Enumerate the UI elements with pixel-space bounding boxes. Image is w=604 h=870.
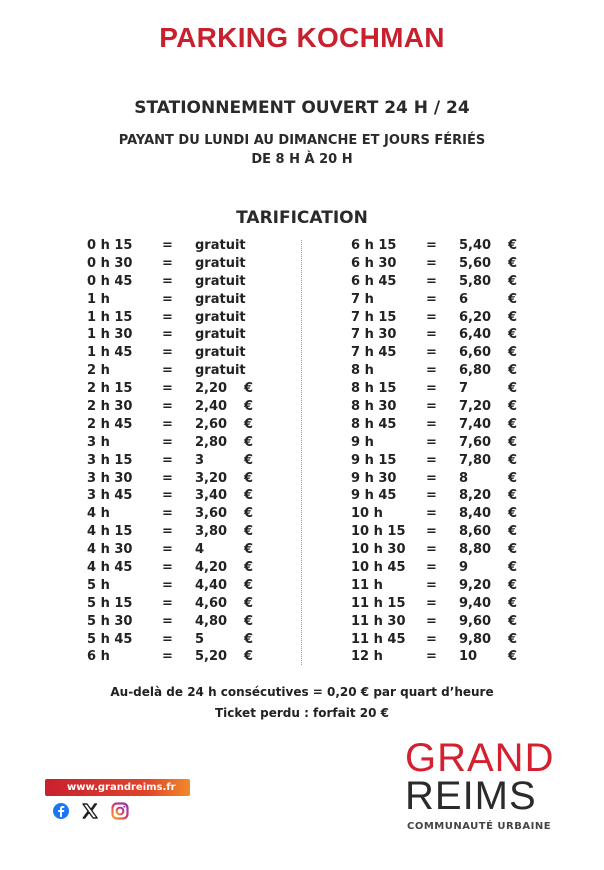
tariff-currency: € [508, 273, 518, 289]
tariff-duration: 6 h 30 [351, 255, 397, 271]
tariff-duration: 9 h 15 [351, 452, 397, 468]
tariff-duration: 12 h [351, 649, 383, 665]
tariff-equals: = [426, 631, 437, 647]
tariff-duration: 7 h [351, 291, 374, 307]
tarification-heading: TARIFICATION [236, 208, 368, 228]
tariff-equals: = [426, 613, 437, 629]
tariff-equals: = [162, 470, 173, 486]
tariff-price: 9,20 [459, 577, 492, 593]
tariff-equals: = [162, 291, 173, 307]
tariff-currency: € [244, 381, 254, 397]
tariff-equals: = [162, 613, 173, 629]
tariff-price: 8,40 [459, 506, 492, 522]
tariff-equals: = [162, 273, 173, 289]
tariff-currency: € [244, 613, 254, 629]
tariff-equals: = [426, 345, 437, 361]
tariff-equals: = [426, 595, 437, 611]
grand-reims-logo-bottom: REIMS [405, 774, 537, 818]
tariff-price: gratuit [195, 291, 246, 307]
tariff-row [351, 613, 591, 631]
tariff-row [351, 255, 591, 273]
tariff-equals: = [426, 309, 437, 325]
tariff-equals: = [162, 399, 173, 415]
tariff-equals: = [426, 291, 437, 307]
tariff-currency: € [244, 577, 254, 593]
tariff-price: 6,20 [459, 309, 492, 325]
tariff-currency: € [244, 506, 254, 522]
tariff-row [87, 559, 327, 577]
tariff-equals: = [426, 238, 437, 253]
facebook-icon[interactable] [51, 801, 71, 821]
tariff-duration: 8 h 15 [351, 381, 397, 397]
tariff-row [87, 613, 327, 631]
tariff-equals: = [426, 524, 437, 540]
tariff-duration: 8 h [351, 363, 374, 379]
tariff-price: 3,80 [195, 524, 228, 540]
tariff-currency: € [244, 488, 254, 504]
tariff-row [87, 541, 327, 559]
tariff-row [351, 523, 591, 541]
x-icon[interactable] [80, 801, 100, 821]
tariff-currency: € [244, 631, 254, 647]
tariff-currency: € [244, 542, 254, 558]
tariff-price: 7,60 [459, 434, 492, 450]
tariff-row [87, 631, 327, 649]
tariff-currency: € [508, 309, 518, 325]
tariff-duration: 5 h [87, 577, 110, 593]
tariff-equals: = [162, 595, 173, 611]
tariff-row [351, 470, 591, 488]
tariff-currency: € [244, 416, 254, 432]
tariff-price: 10 [459, 649, 478, 665]
tariff-row [87, 595, 327, 613]
tariff-duration: 6 h 15 [351, 238, 397, 253]
tariff-duration: 0 h 30 [87, 255, 133, 271]
tariff-currency: € [244, 452, 254, 468]
tariff-duration: 6 h 45 [351, 273, 397, 289]
tariff-duration: 8 h 30 [351, 399, 397, 415]
tariff-price: 2,60 [195, 416, 228, 432]
tariff-price: 7,40 [459, 416, 492, 432]
tariff-duration: 2 h 30 [87, 399, 133, 415]
tariff-duration: 11 h 30 [351, 613, 406, 629]
tariff-duration: 10 h [351, 506, 383, 522]
tariff-equals: = [426, 363, 437, 379]
tariff-duration: 9 h [351, 434, 374, 450]
tariff-price: 3,60 [195, 506, 228, 522]
tariff-duration: 9 h 45 [351, 488, 397, 504]
tariff-equals: = [162, 327, 173, 343]
tariff-price: 8,20 [459, 488, 492, 504]
tariff-price: gratuit [195, 363, 246, 379]
tariff-duration: 10 h 30 [351, 542, 406, 558]
tariff-currency: € [508, 631, 518, 647]
tariff-price: 4 [195, 542, 205, 558]
tariff-equals: = [162, 309, 173, 325]
tariff-currency: € [508, 488, 518, 504]
tariff-equals: = [162, 255, 173, 271]
tariff-row [351, 291, 591, 309]
tariff-currency: € [508, 542, 518, 558]
tariff-equals: = [162, 238, 173, 253]
tariff-row [351, 362, 591, 380]
tariff-row [87, 452, 327, 470]
tariff-row [87, 309, 327, 327]
tariff-currency: € [508, 452, 518, 468]
tariff-currency: € [508, 560, 518, 576]
tariff-price: 8 [459, 470, 469, 486]
paid-days-line: PAYANT DU LUNDI AU DIMANCHE ET JOURS FÉRIÉS [118, 133, 486, 148]
tariff-currency: € [508, 649, 518, 665]
tariff-equals: = [426, 577, 437, 593]
tariff-price: gratuit [195, 273, 246, 289]
tariff-currency: € [508, 577, 518, 593]
tariff-currency: € [244, 649, 254, 665]
tariff-equals: = [162, 381, 173, 397]
tariff-equals: = [162, 649, 173, 665]
opening-hours-heading: STATIONNEMENT OUVERT 24 H / 24 [134, 98, 470, 118]
tariff-equals: = [426, 327, 437, 343]
tariff-currency: € [244, 595, 254, 611]
tariff-duration: 1 h 15 [87, 309, 133, 325]
tariff-price: 4,60 [195, 595, 228, 611]
tariff-equals: = [426, 649, 437, 665]
lost-ticket-note: Ticket perdu : forfait 20 € [214, 706, 389, 720]
tariff-price: 5,80 [459, 273, 492, 289]
tariff-row [87, 326, 327, 344]
page-title: PARKING KOCHMAN [159, 22, 445, 53]
tariff-price: 6,60 [459, 345, 492, 361]
tariff-row [351, 344, 591, 362]
tariff-price: 5,20 [195, 649, 228, 665]
tariff-currency: € [244, 470, 254, 486]
tariff-equals: = [162, 363, 173, 379]
tariff-duration: 1 h [87, 291, 110, 307]
tariff-equals: = [162, 542, 173, 558]
tariff-currency: € [508, 291, 518, 307]
tariff-price: 9,60 [459, 613, 492, 629]
tariff-currency: € [508, 399, 518, 415]
tariff-price: 4,20 [195, 560, 228, 576]
tariff-currency: € [244, 524, 254, 540]
tariff-price: 8,60 [459, 524, 492, 540]
tariff-row [351, 541, 591, 559]
tariff-equals: = [426, 452, 437, 468]
tariff-currency: € [508, 363, 518, 379]
tariff-duration: 11 h 45 [351, 631, 406, 647]
overflow-rate-note: Au-delà de 24 h consécutives = 0,20 € par quart d’heure [110, 685, 494, 699]
tariff-duration: 11 h [351, 577, 383, 593]
tariff-row [351, 237, 591, 255]
tariff-currency: € [508, 381, 518, 397]
tariff-equals: = [162, 434, 173, 450]
tariff-duration: 8 h 45 [351, 416, 397, 432]
tariff-price: 3 [195, 452, 205, 468]
tariff-equals: = [426, 560, 437, 576]
tariff-currency: € [508, 613, 518, 629]
tariff-equals: = [426, 416, 437, 432]
tariff-column-right [351, 237, 591, 666]
tariff-duration: 5 h 45 [87, 631, 133, 647]
tariff-currency: € [508, 416, 518, 432]
tariff-row [87, 434, 327, 452]
tariff-equals: = [426, 273, 437, 289]
tariff-row [351, 577, 591, 595]
tariff-duration: 4 h 30 [87, 542, 133, 558]
tariff-row [87, 505, 327, 523]
tariff-equals: = [426, 506, 437, 522]
tariff-duration: 3 h 45 [87, 488, 133, 504]
tariff-equals: = [162, 560, 173, 576]
tariff-equals: = [426, 542, 437, 558]
tariff-duration: 4 h [87, 506, 110, 522]
tariff-price: 7 [459, 381, 469, 397]
tariff-row [351, 416, 591, 434]
tariff-duration: 10 h 15 [351, 524, 406, 540]
tariff-currency: € [508, 470, 518, 486]
tariff-duration: 7 h 15 [351, 309, 397, 325]
tariff-currency: € [508, 595, 518, 611]
tariff-currency: € [508, 238, 518, 253]
tariff-row [87, 648, 327, 666]
tariff-row [87, 362, 327, 380]
tariff-row [351, 434, 591, 452]
tariff-currency: € [508, 434, 518, 450]
tariff-duration: 2 h 45 [87, 416, 133, 432]
tariff-price: 5,40 [459, 238, 492, 253]
tariff-row [87, 255, 327, 273]
tariff-row [351, 505, 591, 523]
tariff-duration: 5 h 30 [87, 613, 133, 629]
tariff-currency: € [508, 255, 518, 271]
tariff-row [87, 416, 327, 434]
tariff-duration: 10 h 45 [351, 560, 406, 576]
tariff-duration: 9 h 30 [351, 470, 397, 486]
tariff-price: 3,40 [195, 488, 228, 504]
tariff-price: 8,80 [459, 542, 492, 558]
tariff-duration: 6 h [87, 649, 110, 665]
tariff-equals: = [426, 470, 437, 486]
tariff-currency: € [244, 434, 254, 450]
tariff-currency: € [508, 506, 518, 522]
tariff-duration: 7 h 30 [351, 327, 397, 343]
tariff-equals: = [162, 452, 173, 468]
tariff-price: gratuit [195, 255, 246, 271]
tariff-price: 2,80 [195, 434, 228, 450]
tariff-price: gratuit [195, 327, 246, 343]
tariff-price: 7,20 [459, 399, 492, 415]
tariff-duration: 1 h 45 [87, 345, 133, 361]
column-divider [301, 240, 302, 665]
tariff-duration: 2 h 15 [87, 381, 133, 397]
tariff-duration: 3 h 15 [87, 452, 133, 468]
tariff-equals: = [426, 381, 437, 397]
tariff-row [87, 577, 327, 595]
tariff-row [351, 452, 591, 470]
tariff-row [87, 237, 327, 255]
tariff-row [351, 631, 591, 649]
tariff-currency: € [508, 345, 518, 361]
tariff-equals: = [162, 488, 173, 504]
tariff-equals: = [162, 524, 173, 540]
tariff-row [87, 380, 327, 398]
tariff-row [351, 398, 591, 416]
tariff-row [351, 380, 591, 398]
tariff-price: 5 [195, 631, 205, 647]
tariff-duration: 2 h [87, 363, 110, 379]
tariff-duration: 4 h 45 [87, 560, 133, 576]
tariff-currency: € [508, 524, 518, 540]
website-link[interactable]: www.grandreims.fr [45, 779, 190, 796]
tariff-price: gratuit [195, 238, 246, 253]
tariff-row [87, 487, 327, 505]
tariff-equals: = [426, 255, 437, 271]
logo-subtitle: COMMUNAUTÉ URBAINE [407, 821, 552, 832]
tariff-price: 2,40 [195, 399, 228, 415]
tariff-equals: = [162, 577, 173, 593]
tariff-price: 6,40 [459, 327, 492, 343]
tariff-row [351, 273, 591, 291]
tariff-duration: 3 h [87, 434, 110, 450]
tariff-currency: € [244, 399, 254, 415]
tariff-price: 4,40 [195, 577, 228, 593]
paid-hours-line: DE 8 H À 20 H [251, 152, 353, 167]
tariff-row [351, 309, 591, 327]
grand-reims-logo-top: GRAND [405, 736, 555, 780]
tariff-equals: = [162, 345, 173, 361]
tariff-price: 7,80 [459, 452, 492, 468]
tariff-price: 4,80 [195, 613, 228, 629]
tariff-duration: 1 h 30 [87, 327, 133, 343]
tariff-duration: 3 h 30 [87, 470, 133, 486]
tariff-row [351, 595, 591, 613]
tariff-row [87, 470, 327, 488]
tariff-price: 2,20 [195, 381, 228, 397]
tariff-equals: = [162, 506, 173, 522]
tariff-price: 9 [459, 560, 469, 576]
tariff-row [87, 398, 327, 416]
tariff-price: gratuit [195, 309, 246, 325]
tariff-duration: 5 h 15 [87, 595, 133, 611]
tariff-equals: = [426, 488, 437, 504]
tariff-price: 9,80 [459, 631, 492, 647]
tariff-duration: 0 h 45 [87, 273, 133, 289]
tariff-row [351, 648, 591, 666]
tariff-row [87, 344, 327, 362]
tariff-equals: = [162, 416, 173, 432]
tariff-duration: 11 h 15 [351, 595, 406, 611]
tariff-currency: € [508, 327, 518, 343]
tariff-row [351, 326, 591, 344]
tariff-price: gratuit [195, 345, 246, 361]
tariff-duration: 7 h 45 [351, 345, 397, 361]
tariff-price: 3,20 [195, 470, 228, 486]
tariff-price: 5,60 [459, 255, 492, 271]
tariff-row [351, 559, 591, 577]
tariff-equals: = [426, 434, 437, 450]
tariff-duration: 4 h 15 [87, 524, 133, 540]
tariff-price: 9,40 [459, 595, 492, 611]
tariff-price: 6,80 [459, 363, 492, 379]
instagram-icon[interactable] [110, 801, 130, 821]
tariff-equals: = [426, 399, 437, 415]
tariff-column-left [87, 237, 327, 666]
tariff-row [87, 291, 327, 309]
tariff-currency: € [244, 560, 254, 576]
tariff-price: 6 [459, 291, 469, 307]
tariff-row [87, 273, 327, 291]
tariff-equals: = [162, 631, 173, 647]
tariff-row [87, 523, 327, 541]
tariff-duration: 0 h 15 [87, 238, 133, 253]
tariff-row [351, 487, 591, 505]
